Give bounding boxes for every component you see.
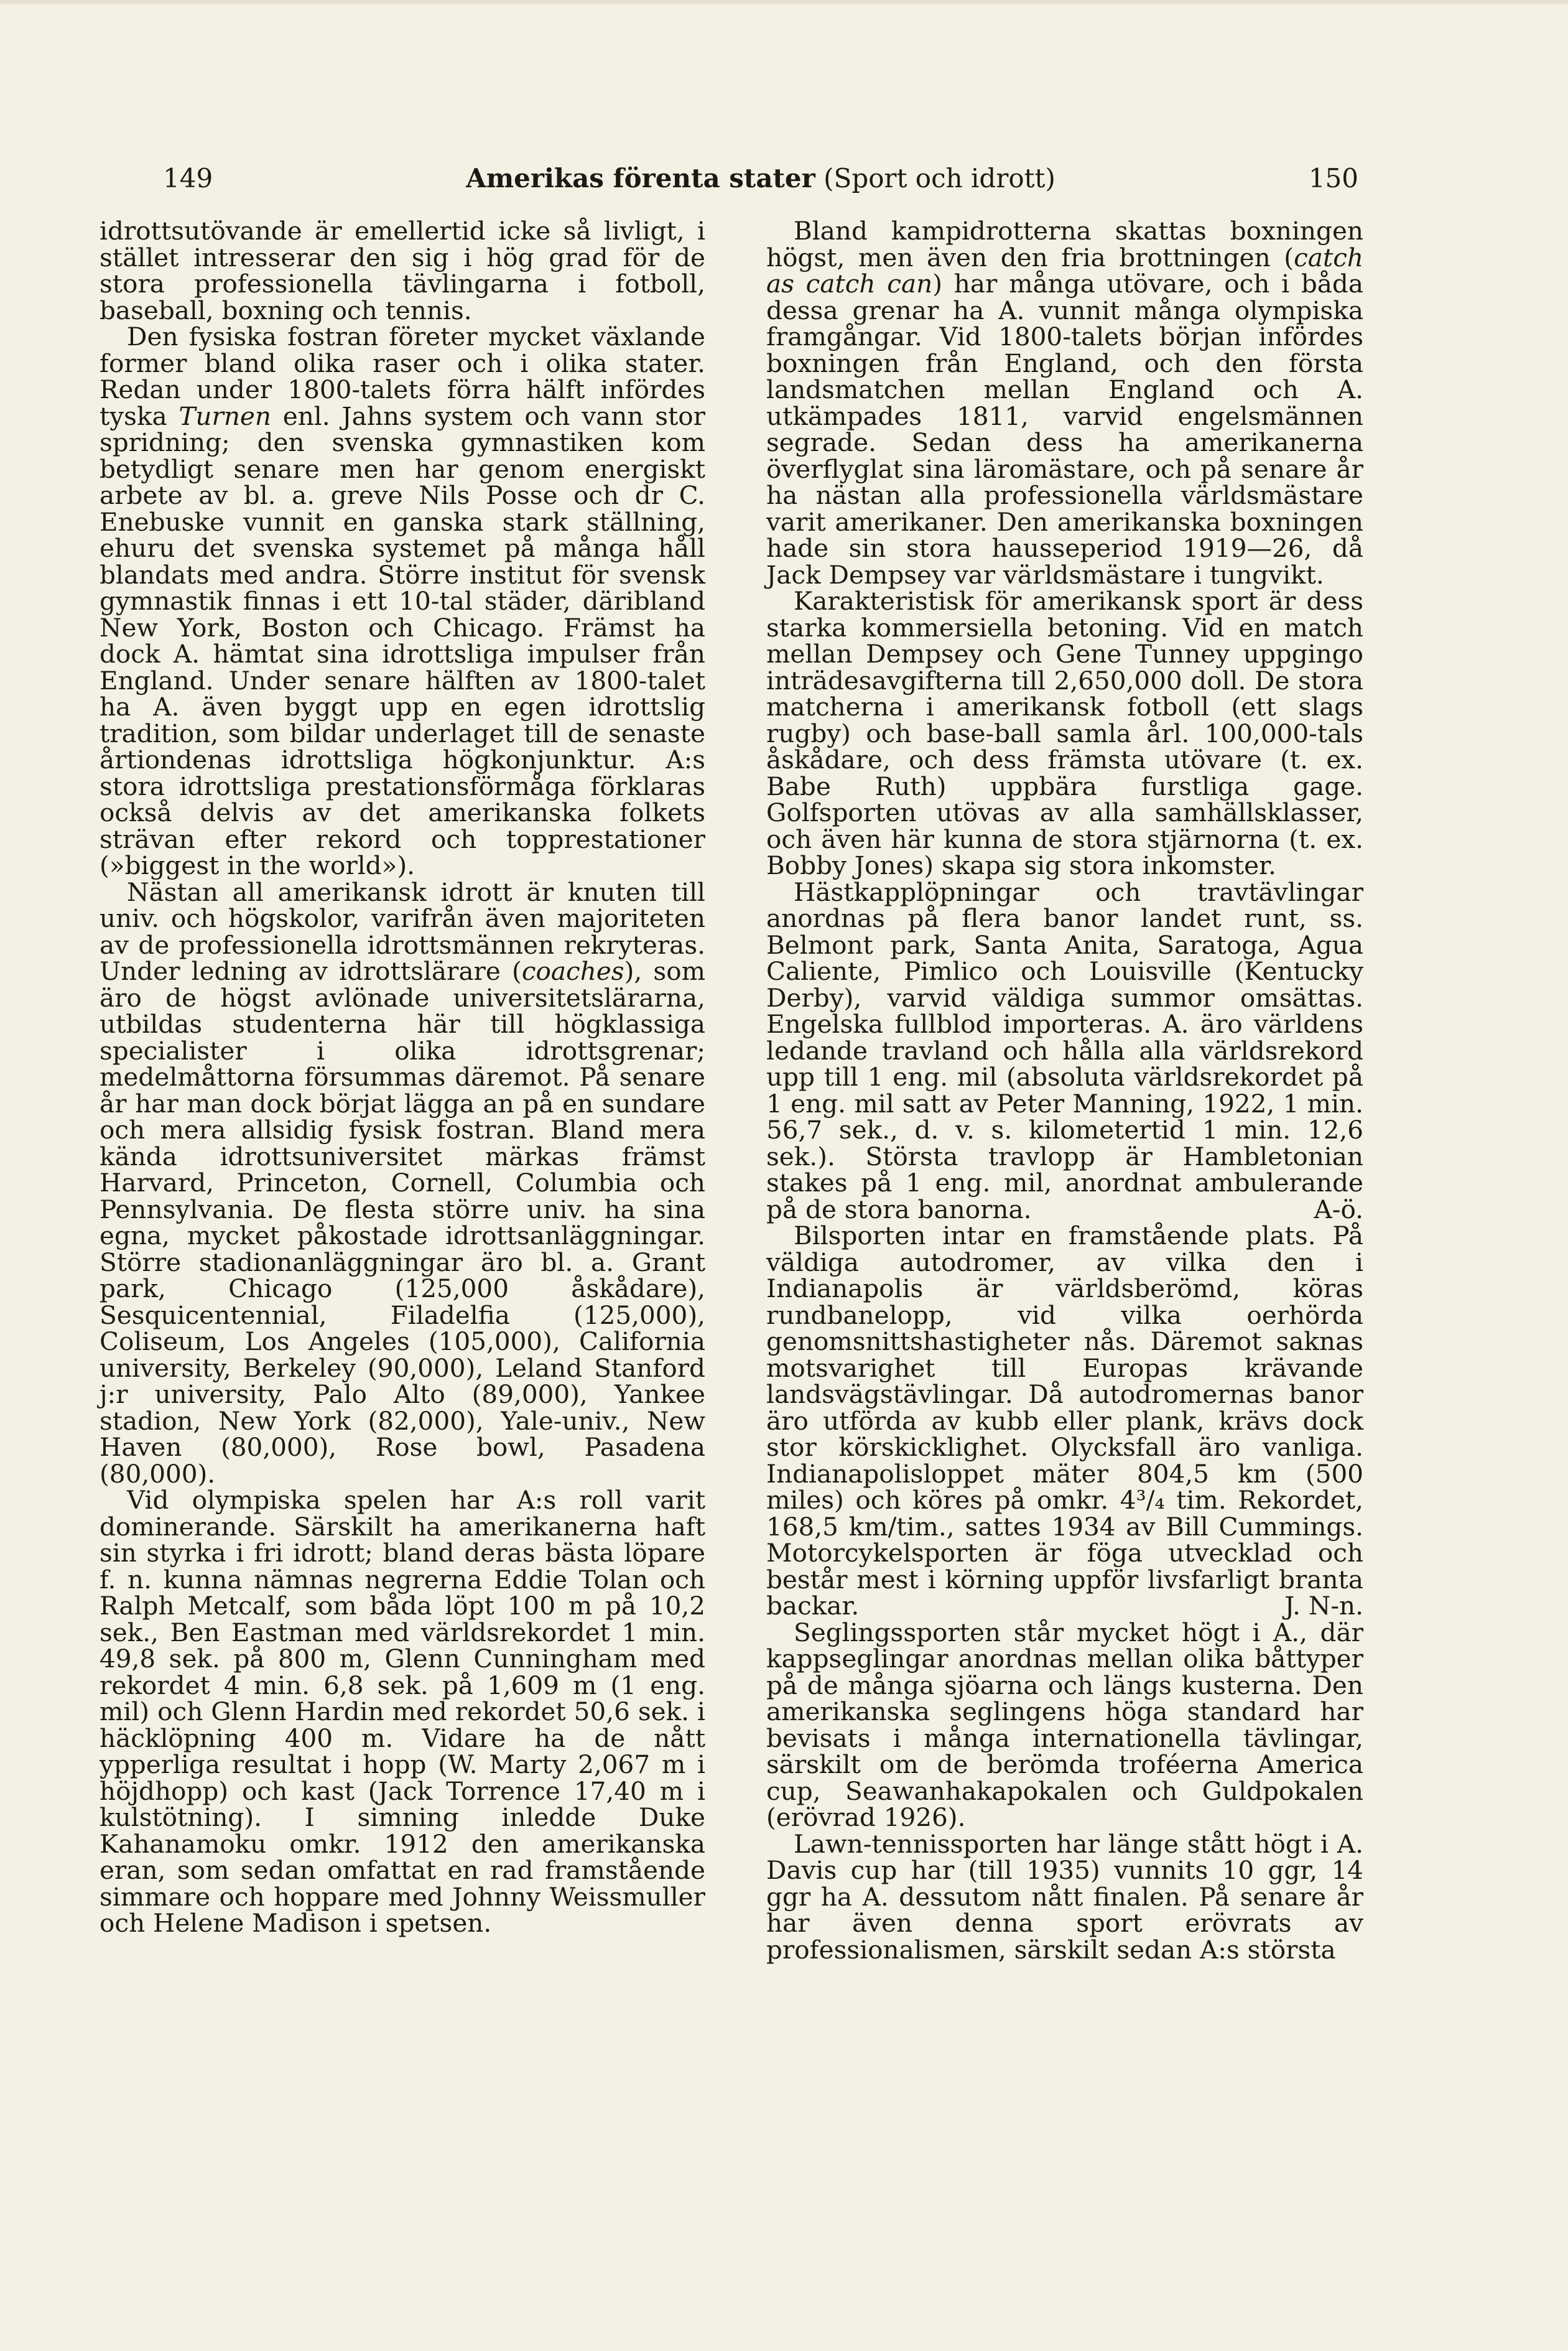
running-title-main: Amerikas förenta stater bbox=[466, 163, 815, 193]
paragraph: Karakteristisk för amerikansk sport är dess starka kommersiella betoning. Vid en match mellan Dempsey och Gene Tunney uppgingo inträdesavgifterna till 2,650,000 doll. De stora matcherna i amerikansk fotboll (ett slags rugby) och base-ball samla årl. 100,000-tals åskådare, och dess främsta utövare (t. ex. Babe Ruth) uppbära furstliga gage. Golfsporten utövas av alla samhällsklasser, och även här kunna de stora stjärnorna (t. ex. Bobby Jones) skapa sig stora inkomster. bbox=[766, 586, 1363, 880]
paragraph: idrottsutövande är emellertid icke så livligt, i stället intresserar den sig i hög grad för de stora professionella tävlingarna i fotboll, baseball, boxning och tennis. bbox=[100, 216, 705, 325]
paragraph: Lawn-tennissporten har länge stått högt i A. Davis cup har (till 1935) vunnits 10 ggr, 14 ggr ha A. dessutom nått finalen. På senare år har även denna sport erövrats av professionalismen, särskilt sedan A:s största bbox=[766, 1828, 1363, 1965]
paragraph: Hästkapplöpningar och travtävlingar anordnas på flera banor landet runt, ss. Belmont park, Santa Anita, Saratoga, Agua Caliente, Pimlico och Louisville (Kentucky Derby), varvid väldiga summor omsättas. Engelska fullblod importeras. A. äro världens ledande travland och hålla alla världsrekord upp till 1 eng. mil (absoluta världsrekordet på 1 eng. mil satt av Peter Manning, 1922, 1 min. 56,7 sek., d. v. s. kilometertid 1 min. 12,6 sek.). Största travlopp är Hambletonian stakes på 1 eng. mil, anordnat ambulerande på de stora banorna. A-ö. bbox=[766, 877, 1363, 1224]
author-signature: A-ö. bbox=[1314, 1194, 1363, 1224]
page-number-left: 149 bbox=[163, 163, 213, 193]
paragraph: Vid olympiska spelen har A:s roll varit dominerande. Särskilt ha amerikanerna haft sin styrka i fri idrott; bland deras bästa löpare f. n. kunna nämnas negrerna Eddie Tolan och Ralph Metcalf, som båda löpt 100 m på 10,2 sek., Ben Eastman med världsrekordet 1 min. 49,8 sek. på 800 m, Glenn Cunningham med rekordet 4 min. 6,8 sek. på 1,609 m (1 eng. mil) och Glenn Hardin med rekordet 50,6 sek. i häcklöpning 400 m. Vidare ha de nått ypperliga resultat i hopp (W. Marty 2,067 m i höjdhopp) och kast (Jack Torrence 17,40 m i kulstötning). I simning inledde Duke Kahanamoku omkr. 1912 den amerikanska eran, som sedan omfattat en rad framstående simmare och hoppare med Johnny Weissmuller och Helene Madison i spetsen. bbox=[100, 1485, 705, 1938]
page-top-edge bbox=[0, 0, 1568, 4]
paragraph: Bilsporten intar en framstående plats. På väldiga autodromer, av vilka den i Indianapolis är världsberömd, köras rundbanelopp, vid vilka oerhörda genomsnittshastigheter nås. Däremot saknas motsvarighet till Europas krävande landsvägstävlingar. Då autodromernas banor äro utförda av kubb eller plank, krävs dock stor körskicklighet. Olycksfall äro vanliga. Indianapolisloppet mäter 804,5 km (500 miles) och köres på omkr. 4³/₄ tim. Rekordet, 168,5 km/tim., sattes 1934 av Bill Cummings. Motorcykelsporten är föga utvecklad och består mest i körning uppför livsfarligt branta backar. J. N-n. bbox=[766, 1221, 1363, 1621]
paragraph: Bland kampidrotterna skattas boxningen högst, men även den fria brottningen (catch as catch can) har många utövare, och i båda dessa grenar ha A. vunnit många olympiska framgångar. Vid 1800-talets början infördes boxningen från England, och den första landsmatchen mellan England och A. utkämpades 1811, varvid engelsmännen segrade. Sedan dess ha amerikanerna överflyglat sina läromästare, och på senare år ha nästan alla professionella världsmästare varit amerikaner. Den amerikanska boxningen hade sin stora hausseperiod 1919—26, då Jack Dempsey var världsmästare i tungvikt. bbox=[766, 216, 1363, 590]
page-header bbox=[163, 163, 1358, 207]
page-number-right: 150 bbox=[1308, 163, 1358, 193]
running-title bbox=[163, 163, 1358, 193]
running-title-sub: (Sport och idrott) bbox=[823, 163, 1055, 193]
paragraph: Seglingssporten står mycket högt i A., där kappseglingar anordnas mellan olika båttyper på de många sjöarna och längs kusterna. Den amerikanska seglingens höga standard har bevisats i många internationella tävlingar, särskilt om de berömda troféerna America cup, Seawanhakapokalen och Guldpokalen (erövrad 1926). bbox=[766, 1617, 1363, 1832]
right-column bbox=[766, 218, 1363, 1963]
paragraph: Den fysiska fostran företer mycket växlande former bland olika raser och i olika stater. Redan under 1800-talets förra hälft infördes tyska Turnen enl. Jahns system och vann stor spridning; den svenska gymnastiken kom betydligt senare men har genom energiskt arbete av bl. a. greve Nils Posse och dr C. Enebuske vunnit en ganska stark ställning, ehuru det svenska systemet på många håll blandats med andra. Större institut för svensk gymnastik finnas i ett 10-tal städer, däribland New York, Boston och Chicago. Främst ha dock A. hämtat sina idrottsliga impulser från England. Under senare hälften av 1800-talet ha A. även byggt upp en egen idrottslig tradition, som bildar underlaget till de senaste årtiondenas idrottsliga högkonjunktur. A:s stora idrottsliga prestationsförmåga förklaras också delvis av det amerikanska folkets strävan efter rekord och topprestationer (»biggest in the world»). bbox=[100, 322, 705, 880]
paragraph: Nästan all amerikansk idrott är knuten till univ. och högskolor, varifrån även majoriteten av de professionella idrottsmännen rekryteras. Under ledning av idrottslärare (coaches), som äro de högst avlönade universitetslärarna, utbildas studenterna här till högklassiga specialister i olika idrottsgrenar; medelmåttorna försummas däremot. På senare år har man dock börjat lägga an på en sundare och mera allsidig fysisk fostran. Bland mera kända idrottsuniversitet märkas främst Harvard, Princeton, Cornell, Columbia och Pennsylvania. De flesta större univ. ha sina egna, mycket påkostade idrottsanläggningar. Större stadionanläggningar äro bl. a. Grant park, Chicago (125,000 åskådare), Sesquicentennial, Filadelfia (125,000), Coliseum, Los Angeles (105,000), California university, Berkeley (90,000), Leland Stanford j:r university, Palo Alto (89,000), Yankee stadion, New York (82,000), Yale-univ., New Haven (80,000), Rose bowl, Pasadena (80,000). bbox=[100, 877, 705, 1489]
left-column bbox=[100, 218, 705, 1937]
author-signature: J. N-n. bbox=[1284, 1591, 1363, 1621]
